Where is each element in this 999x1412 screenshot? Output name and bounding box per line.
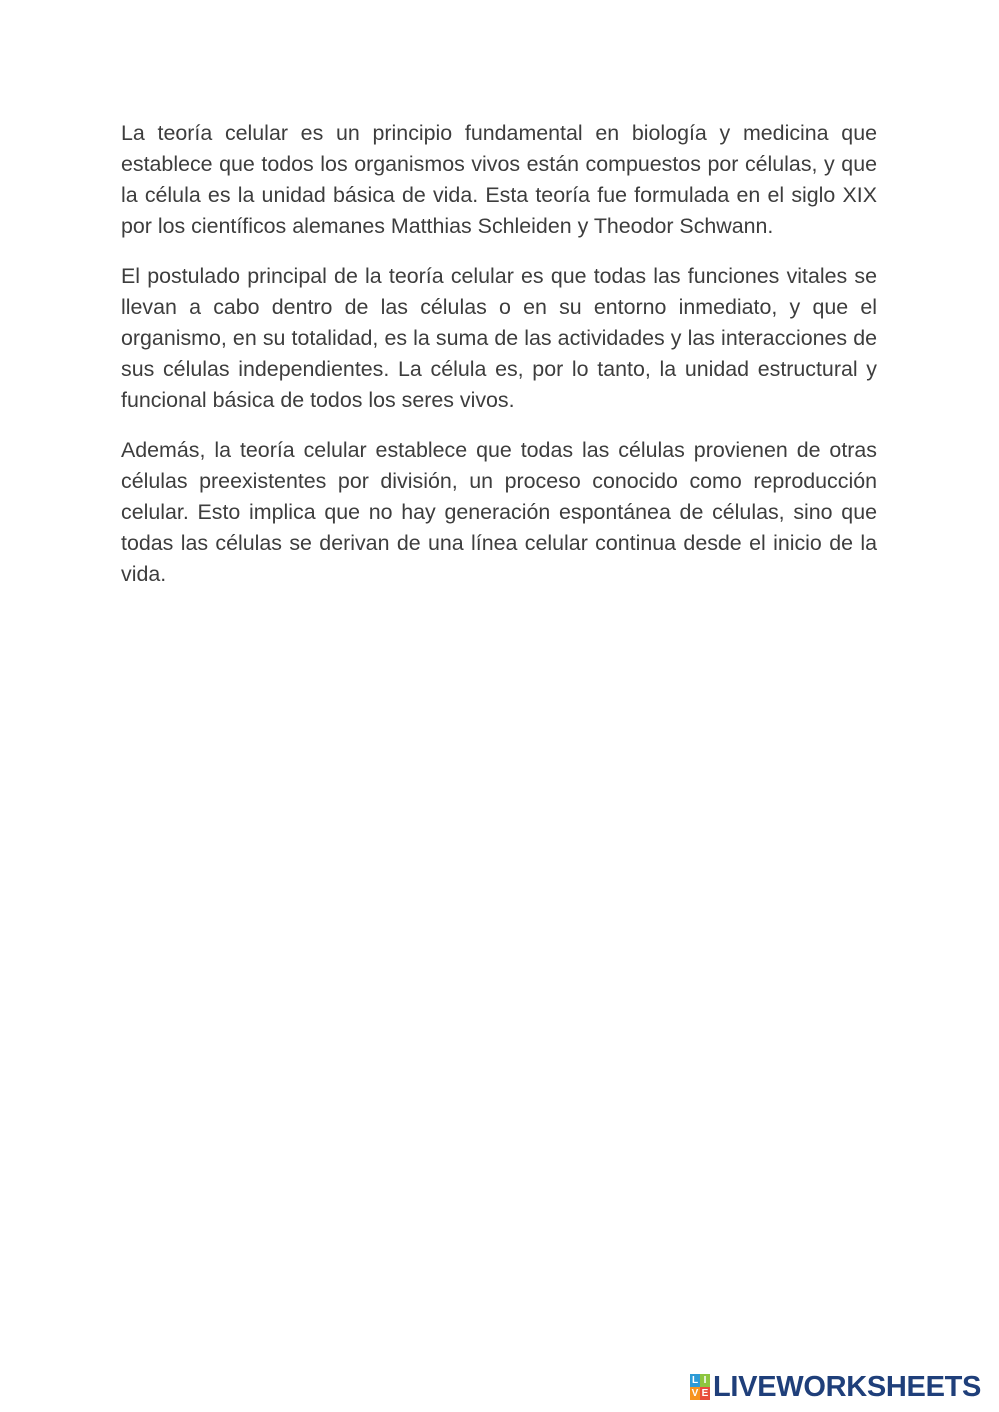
logo-mark-letter-e: E	[701, 1387, 709, 1399]
paragraph-1: La teoría celular es un principio fundamental en biología y medicina que establece que todos los organismos vivos están compuestos por células, y que la célula es la unidad básica de vida. Esta teoría fue formulada en el siglo XIX por los científicos alemanes Matthias Schleiden y Theodor Schwann.	[121, 121, 877, 238]
logo-mark-letter-v: V	[691, 1387, 699, 1399]
paragraph-2: El postulado principal de la teoría celular es que todas las funciones vitales se llevan a cabo dentro de las células o en su entorno inmediato, y que el organismo, en su totalidad, es la suma de las actividades y las interacciones de sus células independientes. La célula es, por lo tanto, la unidad estructural y funcional básica de todos los seres vivos.	[121, 264, 877, 412]
logo-wordmark: LIVEWORKSHEETS	[713, 1370, 982, 1403]
logo-mark-letter-i: I	[700, 1374, 710, 1387]
logo-mark-letter-l: L	[691, 1374, 699, 1386]
paragraph-3: Además, la teoría celular establece que todas las células provienen de otras células preexistentes por división, un proceso conocido como reproducción celular. Esto implica que no hay generación espontánea de células, sino que todas las células se derivan de una línea celular continua desde el inicio de la vida.	[121, 438, 877, 586]
liveworksheets-mark-icon	[690, 1374, 710, 1400]
document-body	[121, 118, 877, 609]
liveworksheets-logo	[690, 1370, 981, 1404]
